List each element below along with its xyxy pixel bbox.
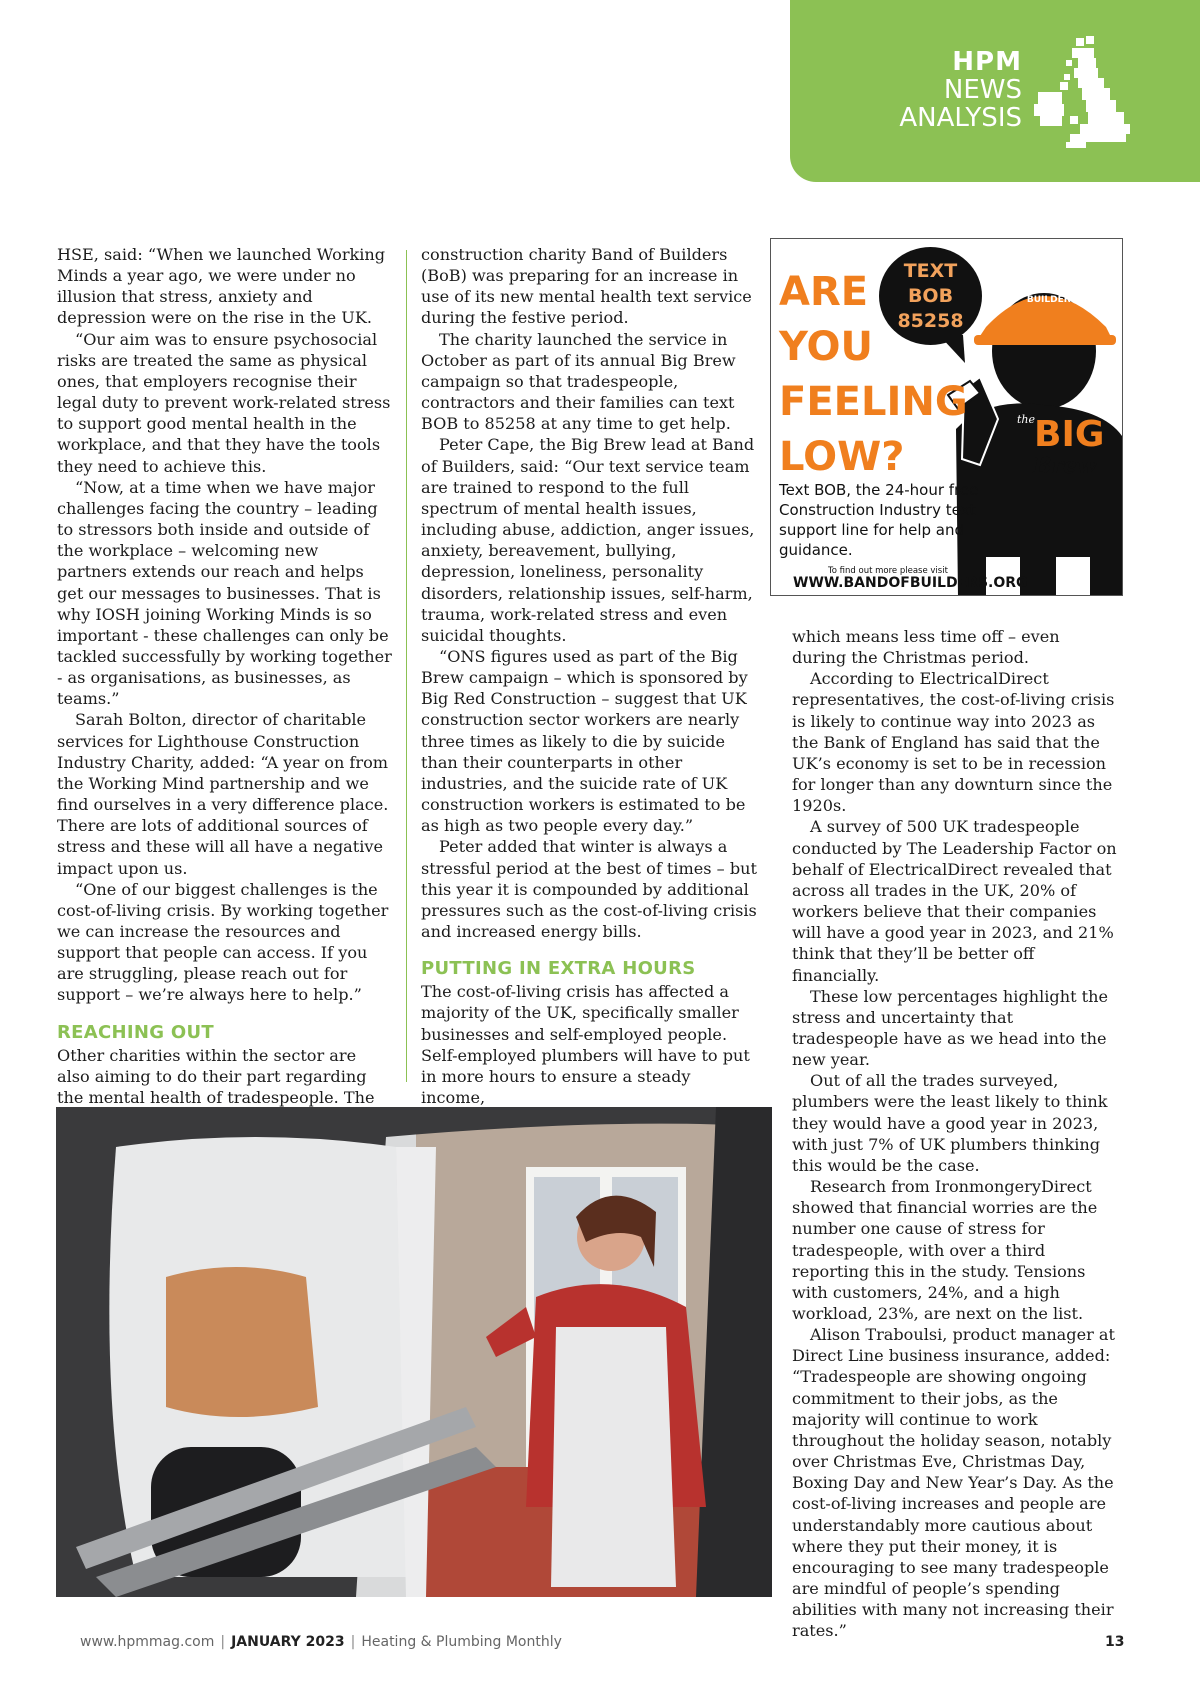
subheading-putting-in-extra-hours: PUTTING IN EXTRA HOURS — [421, 958, 696, 980]
column-divider — [406, 250, 407, 1082]
paragraph: Alison Traboulsi, product manager at Direct Line business insurance, added: “Tradespeople are showing ongoing commitment to their jobs, as the majority will continue to work throughout the holiday season, notably over Christmas Eve, Christmas Day, Boxing Day and New Year’s Day. As the cost-of-living increases and people are understandably more cautious about where they put their money, it is encouraging to see many tradespeople are mindful of people’s spending abilities with many not increasing their rates.” — [792, 1325, 1115, 1641]
article-column-1 — [57, 244, 393, 1108]
footer-month: JANUARY 2023 — [231, 1634, 345, 1650]
advert-body: Text BOB, the 24-hour free Construction Industry text support line for help and guidance. — [779, 481, 979, 559]
paragraph: Peter added that winter is always a stressful period at the best of times – but this year it is compounded by additional pressures such as the cost-of-living crisis and increased energy bills. — [421, 837, 757, 941]
paragraph: construction charity Band of Builders (BoB) was preparing for an increase in use of its new mental health text service during the festive period. — [421, 245, 752, 328]
section-label-line1: HPM — [952, 47, 1022, 77]
paragraph: Research from IronmongeryDirect showed that financial worries are the number one cause of stress for tradespeople, with over a third reporting this in the study. Tensions with customers, 24%, and a high workload, 23%, are next on the list. — [792, 1177, 1098, 1323]
paragraph: A survey of 500 UK tradespeople conducted by The Leadership Factor on behalf of ElectricalDirect revealed that across all trades in the UK, 20% of workers believe that their companies will have a good year in 2023, and 21% think that they’ll be better off financially. — [792, 817, 1117, 985]
advert-headline-line: YOU — [779, 324, 874, 370]
section-label — [899, 48, 1022, 132]
uk-map-icon — [1030, 34, 1140, 150]
paragraph: “ONS figures used as part of the Big Brew campaign – which is sponsored by Big Red Construction – suggest that UK construction sector workers are nearly three times as likely to die by suicide than their counterparts in other industries, and the suicide rate of UK construction workers is estimated to be as high as two people every day.” — [421, 646, 748, 836]
speech-bubble-text — [879, 259, 982, 334]
footer-separator: | — [350, 1634, 356, 1650]
paragraph: These low percentages highlight the stress and uncertainty that tradespeople have as we head into the new year. — [792, 986, 1109, 1070]
section-tab — [790, 0, 1200, 182]
footer-site-link[interactable]: www.hpmmag.com — [80, 1634, 215, 1650]
paragraph: “Now, at a time when we have major challenges facing the country – leading to stressors both inside and outside of the workplace – welcoming new partners extends our reach and helps get our messages to businesses. That is why IOSH joining Working Minds is so important - these challenges can only be tackled successfully by working together - as organisations, as businesses, as teams.” — [57, 477, 392, 709]
big-brew-brew: Brew — [1033, 453, 1097, 479]
paragraph: The charity launched the service in October as part of its annual Big Brew campaign so that tradespeople, contractors and their families can text BOB to 85258 at any time to get help. — [421, 329, 736, 434]
speech-bubble-tail-icon — [939, 335, 969, 365]
big-brew-big: BIG — [1034, 414, 1105, 455]
bubble-line: 85258 — [897, 310, 964, 332]
paragraph: Out of all the trades surveyed, plumbers were the least likely to think they would have a good year in 2023, with just 7% of UK plumbers thinking this would be the case. — [792, 1071, 1108, 1175]
article-column-2 — [421, 244, 759, 1108]
paragraph: which means less time off – even during the Christmas period. — [792, 627, 1060, 668]
paragraph: Sarah Bolton, director of charitable services for Lighthouse Construction Industry Charity, added: “A year on from the Working Mind partnership and we find ourselves in a very difference place. There are lots of additional sources of stress and these will all have a negative impact upon us. — [57, 710, 389, 878]
paragraph: “One of our biggest challenges is the cost-of-living crisis. By working together we can increase the resources and support that people can access. If you are struggling, please reach out for support – we’re always here to help.” — [57, 879, 389, 1005]
band-of-builders-advert — [770, 238, 1123, 596]
article-column-3 — [792, 626, 1118, 1642]
page-footer — [80, 1634, 562, 1650]
advert-headline-line: ARE — [779, 269, 869, 315]
paragraph: Other charities within the sector are also aiming to do their part regarding the mental health of tradespeople. The — [57, 1045, 375, 1108]
photo-tradeswoman-van — [56, 1107, 772, 1597]
advert-headline-line: LOW? — [779, 434, 905, 480]
band-of-builders-logo — [1022, 285, 1082, 305]
paragraph: HSE, said: “When we launched Working Minds a year ago, we were under no illusion that stress, anxiety and depression were on the rise in the UK. — [57, 245, 386, 328]
footer-publication: Heating & Plumbing Monthly — [361, 1634, 562, 1650]
bubble-line: BOB — [907, 285, 954, 307]
subheading-reaching-out: REACHING OUT — [57, 1021, 214, 1043]
section-label-line2: NEWS — [943, 75, 1022, 105]
footer-separator: | — [220, 1634, 226, 1650]
advert-visit-note: To find out more please visit — [828, 566, 948, 576]
section-label-line3: ANALYSIS — [899, 103, 1022, 133]
paragraph: Peter Cape, the Big Brew lead at Band of Builders, said: “Our text service team are trained to respond to the full spectrum of mental health issues, including abuse, addiction, anger issues, anxiety, bereavement, bullying, depression, loneliness, personality disorders, relationship issues, self-harm, trauma, work-related stress and even suicidal thoughts. — [421, 435, 755, 645]
paragraph: The cost-of-living crisis has affected a majority of the UK, specifically smaller businesses and self-employed people. Self-employed plumbers will have to put in more hours to ensure a steady income, — [421, 982, 750, 1108]
advert-url: WWW.BANDOFBUILDERS.ORG — [793, 575, 1028, 591]
page-number: 13 — [1105, 1634, 1125, 1650]
paragraph: According to ElectricalDirect representatives, the cost-of-living crisis is likely to continue way into 2023 as the Bank of England has said that the UK’s economy is set to be in recession for longer than any downturn since the 1920s. — [792, 669, 1115, 816]
big-brew-the: the — [1014, 413, 1038, 426]
logo-line: BUILDERS — [1026, 295, 1078, 305]
bubble-line: TEXT — [903, 260, 958, 282]
paragraph: “Our aim was to ensure psychosocial risks are treated the same as physical ones, that employers recognise their legal duty to prevent work-related stress to support good mental health in the workplace, and that they have the tools they need to achieve this. — [57, 329, 391, 476]
advert-headline-line: FEELING — [779, 379, 968, 425]
logo-line: BAND OF — [1029, 285, 1075, 295]
